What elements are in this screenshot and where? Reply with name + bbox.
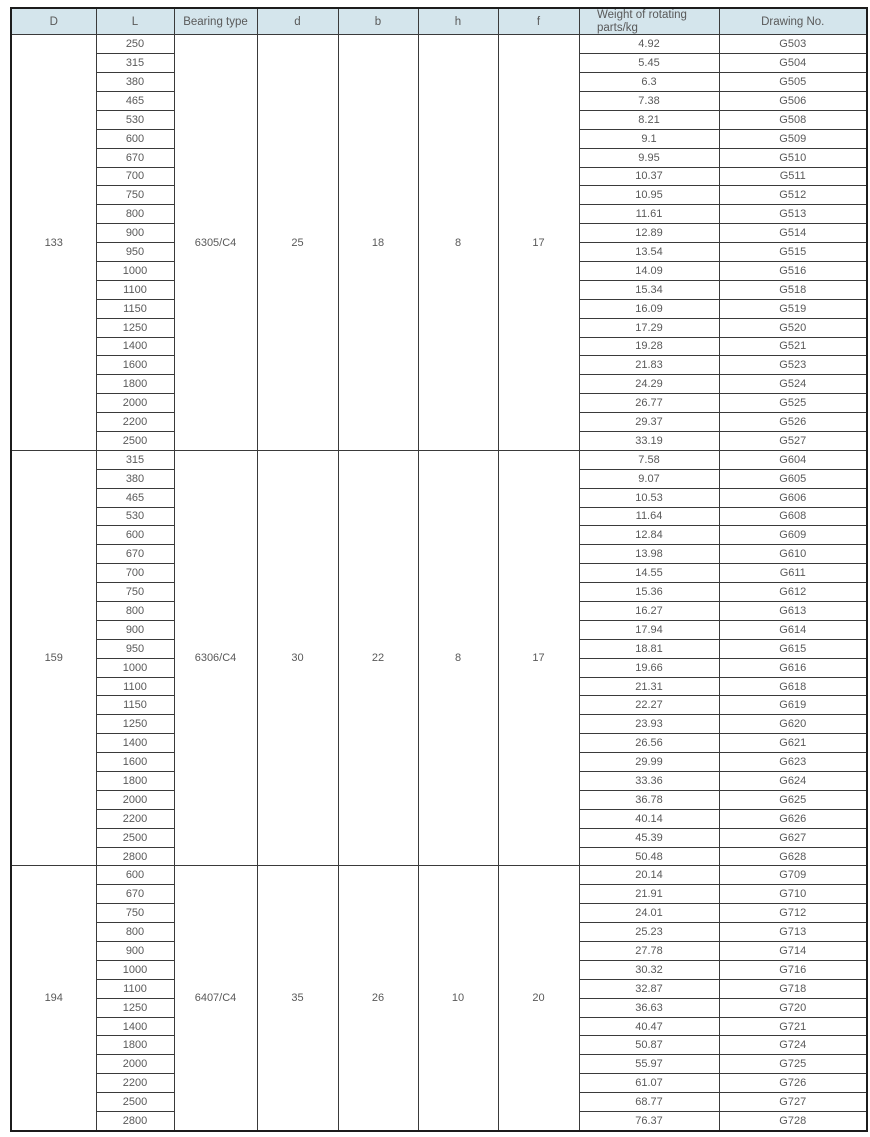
cell-drawing-no: G612 [719, 583, 867, 602]
cell-weight: 26.56 [579, 734, 719, 753]
cell-L: 700 [96, 167, 174, 186]
cell-drawing-no: G518 [719, 280, 867, 299]
cell-L: 2800 [96, 847, 174, 866]
cell-L: 900 [96, 942, 174, 961]
column-header-weight [579, 8, 719, 35]
cell-drawing-no: G613 [719, 602, 867, 621]
cell-L: 1250 [96, 318, 174, 337]
cell-L: 1800 [96, 1036, 174, 1055]
cell-L: 670 [96, 885, 174, 904]
cell-d-group-1: 30 [257, 450, 338, 866]
cell-drawing-no: G503 [719, 35, 867, 54]
cell-drawing-no: G726 [719, 1074, 867, 1093]
cell-weight: 40.14 [579, 809, 719, 828]
cell-weight: 36.63 [579, 998, 719, 1017]
cell-drawing-no: G604 [719, 450, 867, 469]
cell-L: 1800 [96, 772, 174, 791]
cell-L: 750 [96, 904, 174, 923]
cell-weight: 12.89 [579, 224, 719, 243]
cell-bearing-type-group-1: 6306/C4 [174, 450, 257, 866]
cell-weight: 61.07 [579, 1074, 719, 1093]
cell-L: 900 [96, 224, 174, 243]
cell-f-group-1: 17 [498, 450, 579, 866]
cell-drawing-no: G512 [719, 186, 867, 205]
cell-weight: 15.34 [579, 280, 719, 299]
cell-weight: 21.31 [579, 677, 719, 696]
cell-L: 900 [96, 620, 174, 639]
cell-drawing-no: G516 [719, 261, 867, 280]
cell-drawing-no: G724 [719, 1036, 867, 1055]
cell-weight: 50.87 [579, 1036, 719, 1055]
cell-drawing-no: G521 [719, 337, 867, 356]
column-header-bearing-type: Bearing type [174, 8, 257, 35]
cell-drawing-no: G615 [719, 639, 867, 658]
cell-L: 2500 [96, 431, 174, 450]
cell-d-group-2: 35 [257, 866, 338, 1131]
cell-drawing-no: G523 [719, 356, 867, 375]
cell-L: 1000 [96, 658, 174, 677]
cell-L: 750 [96, 583, 174, 602]
cell-L: 1800 [96, 375, 174, 394]
cell-drawing-no: G625 [719, 790, 867, 809]
cell-drawing-no: G725 [719, 1055, 867, 1074]
cell-L: 315 [96, 450, 174, 469]
cell-weight: 6.3 [579, 73, 719, 92]
column-header-f: f [498, 8, 579, 35]
cell-weight: 10.37 [579, 167, 719, 186]
table-body [11, 35, 867, 1131]
cell-drawing-no: G721 [719, 1017, 867, 1036]
cell-L: 2000 [96, 394, 174, 413]
column-header-drawing-no: Drawing No. [719, 8, 867, 35]
cell-drawing-no: G720 [719, 998, 867, 1017]
cell-weight: 14.09 [579, 261, 719, 280]
cell-L: 1400 [96, 1017, 174, 1036]
cell-b-group-2: 26 [338, 866, 418, 1131]
column-header-h: h [418, 8, 498, 35]
cell-h-group-0: 8 [418, 35, 498, 451]
cell-L: 380 [96, 469, 174, 488]
cell-weight: 24.29 [579, 375, 719, 394]
bearing-spec-table [10, 7, 868, 1132]
cell-weight: 16.27 [579, 602, 719, 621]
cell-weight: 18.81 [579, 639, 719, 658]
cell-drawing-no: G713 [719, 923, 867, 942]
cell-drawing-no: G714 [719, 942, 867, 961]
cell-L: 670 [96, 545, 174, 564]
cell-weight: 9.95 [579, 148, 719, 167]
cell-L: 800 [96, 923, 174, 942]
cell-weight: 24.01 [579, 904, 719, 923]
cell-bearing-type-group-2: 6407/C4 [174, 866, 257, 1131]
cell-weight: 29.37 [579, 413, 719, 432]
cell-weight: 26.77 [579, 394, 719, 413]
column-header-D: D [11, 8, 96, 35]
table-row [11, 866, 867, 885]
cell-drawing-no: G514 [719, 224, 867, 243]
table-row [11, 35, 867, 54]
header-row [11, 8, 867, 35]
cell-drawing-no: G611 [719, 564, 867, 583]
cell-drawing-no: G727 [719, 1093, 867, 1112]
cell-weight: 10.95 [579, 186, 719, 205]
cell-drawing-no: G624 [719, 772, 867, 791]
cell-L: 800 [96, 602, 174, 621]
cell-L: 1000 [96, 261, 174, 280]
cell-f-group-2: 20 [498, 866, 579, 1131]
cell-drawing-no: G608 [719, 507, 867, 526]
cell-weight: 16.09 [579, 299, 719, 318]
cell-drawing-no: G606 [719, 488, 867, 507]
cell-L: 2000 [96, 1055, 174, 1074]
cell-weight: 15.36 [579, 583, 719, 602]
cell-L: 380 [96, 73, 174, 92]
cell-weight: 9.1 [579, 129, 719, 148]
cell-drawing-no: G520 [719, 318, 867, 337]
cell-weight: 9.07 [579, 469, 719, 488]
cell-drawing-no: G614 [719, 620, 867, 639]
cell-L: 315 [96, 54, 174, 73]
cell-weight: 22.27 [579, 696, 719, 715]
cell-drawing-no: G605 [719, 469, 867, 488]
cell-weight: 29.99 [579, 753, 719, 772]
cell-weight: 21.83 [579, 356, 719, 375]
cell-L: 800 [96, 205, 174, 224]
cell-L: 1100 [96, 280, 174, 299]
cell-h-group-1: 8 [418, 450, 498, 866]
cell-drawing-no: G527 [719, 431, 867, 450]
cell-drawing-no: G712 [719, 904, 867, 923]
cell-f-group-0: 17 [498, 35, 579, 451]
cell-weight: 27.78 [579, 942, 719, 961]
cell-drawing-no: G626 [719, 809, 867, 828]
cell-drawing-no: G728 [719, 1112, 867, 1131]
cell-weight: 4.92 [579, 35, 719, 54]
cell-L: 1600 [96, 356, 174, 375]
cell-L: 1400 [96, 734, 174, 753]
cell-weight: 13.54 [579, 243, 719, 262]
cell-weight: 20.14 [579, 866, 719, 885]
cell-weight: 32.87 [579, 979, 719, 998]
cell-drawing-no: G509 [719, 129, 867, 148]
cell-drawing-no: G525 [719, 394, 867, 413]
table-header [11, 8, 867, 35]
cell-drawing-no: G609 [719, 526, 867, 545]
table-row [11, 450, 867, 469]
cell-b-group-1: 22 [338, 450, 418, 866]
cell-drawing-no: G621 [719, 734, 867, 753]
cell-weight: 21.91 [579, 885, 719, 904]
cell-weight: 14.55 [579, 564, 719, 583]
cell-L: 1000 [96, 960, 174, 979]
cell-drawing-no: G513 [719, 205, 867, 224]
cell-weight: 40.47 [579, 1017, 719, 1036]
cell-weight: 11.64 [579, 507, 719, 526]
cell-weight: 5.45 [579, 54, 719, 73]
cell-weight: 17.94 [579, 620, 719, 639]
cell-weight: 7.38 [579, 91, 719, 110]
cell-weight: 17.29 [579, 318, 719, 337]
cell-drawing-no: G628 [719, 847, 867, 866]
cell-drawing-no: G710 [719, 885, 867, 904]
cell-L: 465 [96, 488, 174, 507]
cell-L: 1600 [96, 753, 174, 772]
cell-drawing-no: G515 [719, 243, 867, 262]
column-header-b: b [338, 8, 418, 35]
page [0, 7, 870, 1137]
cell-L: 600 [96, 866, 174, 885]
cell-weight: 11.61 [579, 205, 719, 224]
cell-weight: 33.36 [579, 772, 719, 791]
cell-L: 750 [96, 186, 174, 205]
cell-weight: 19.28 [579, 337, 719, 356]
cell-weight: 13.98 [579, 545, 719, 564]
cell-weight: 33.19 [579, 431, 719, 450]
cell-L: 700 [96, 564, 174, 583]
cell-L: 2800 [96, 1112, 174, 1131]
cell-L: 670 [96, 148, 174, 167]
cell-weight: 45.39 [579, 828, 719, 847]
cell-drawing-no: G519 [719, 299, 867, 318]
cell-L: 600 [96, 526, 174, 545]
cell-bearing-type-group-0: 6305/C4 [174, 35, 257, 451]
cell-drawing-no: G505 [719, 73, 867, 92]
cell-L: 1100 [96, 677, 174, 696]
cell-L: 250 [96, 35, 174, 54]
cell-L: 465 [96, 91, 174, 110]
cell-L: 2500 [96, 828, 174, 847]
cell-weight: 19.66 [579, 658, 719, 677]
cell-weight: 25.23 [579, 923, 719, 942]
cell-weight: 76.37 [579, 1112, 719, 1131]
cell-drawing-no: G506 [719, 91, 867, 110]
cell-L: 1150 [96, 696, 174, 715]
cell-weight: 68.77 [579, 1093, 719, 1112]
cell-drawing-no: G504 [719, 54, 867, 73]
cell-weight: 55.97 [579, 1055, 719, 1074]
cell-weight: 36.78 [579, 790, 719, 809]
cell-weight: 23.93 [579, 715, 719, 734]
cell-L: 600 [96, 129, 174, 148]
cell-L: 1250 [96, 998, 174, 1017]
cell-L: 950 [96, 243, 174, 262]
column-header-d: d [257, 8, 338, 35]
cell-L: 1250 [96, 715, 174, 734]
cell-drawing-no: G610 [719, 545, 867, 564]
cell-weight: 10.53 [579, 488, 719, 507]
cell-L: 1100 [96, 979, 174, 998]
cell-drawing-no: G526 [719, 413, 867, 432]
cell-L: 1150 [96, 299, 174, 318]
cell-drawing-no: G510 [719, 148, 867, 167]
cell-weight: 7.58 [579, 450, 719, 469]
cell-L: 1400 [96, 337, 174, 356]
cell-L: 530 [96, 110, 174, 129]
cell-D-group-1: 159 [11, 450, 96, 866]
cell-L: 2200 [96, 413, 174, 432]
cell-drawing-no: G618 [719, 677, 867, 696]
column-header-L: L [96, 8, 174, 35]
cell-drawing-no: G508 [719, 110, 867, 129]
cell-D-group-0: 133 [11, 35, 96, 451]
cell-drawing-no: G524 [719, 375, 867, 394]
cell-weight: 30.32 [579, 960, 719, 979]
cell-drawing-no: G620 [719, 715, 867, 734]
cell-D-group-2: 194 [11, 866, 96, 1131]
cell-drawing-no: G616 [719, 658, 867, 677]
cell-drawing-no: G709 [719, 866, 867, 885]
cell-L: 2500 [96, 1093, 174, 1112]
cell-L: 2200 [96, 1074, 174, 1093]
cell-b-group-0: 18 [338, 35, 418, 451]
cell-drawing-no: G619 [719, 696, 867, 715]
cell-weight: 8.21 [579, 110, 719, 129]
weight-header-label: Weight of rotating parts/kg [597, 9, 687, 34]
cell-L: 950 [96, 639, 174, 658]
cell-L: 530 [96, 507, 174, 526]
cell-L: 2000 [96, 790, 174, 809]
cell-weight: 12.84 [579, 526, 719, 545]
cell-drawing-no: G511 [719, 167, 867, 186]
cell-drawing-no: G716 [719, 960, 867, 979]
cell-weight: 50.48 [579, 847, 719, 866]
cell-drawing-no: G718 [719, 979, 867, 998]
cell-drawing-no: G627 [719, 828, 867, 847]
cell-h-group-2: 10 [418, 866, 498, 1131]
cell-L: 2200 [96, 809, 174, 828]
cell-d-group-0: 25 [257, 35, 338, 451]
cell-drawing-no: G623 [719, 753, 867, 772]
